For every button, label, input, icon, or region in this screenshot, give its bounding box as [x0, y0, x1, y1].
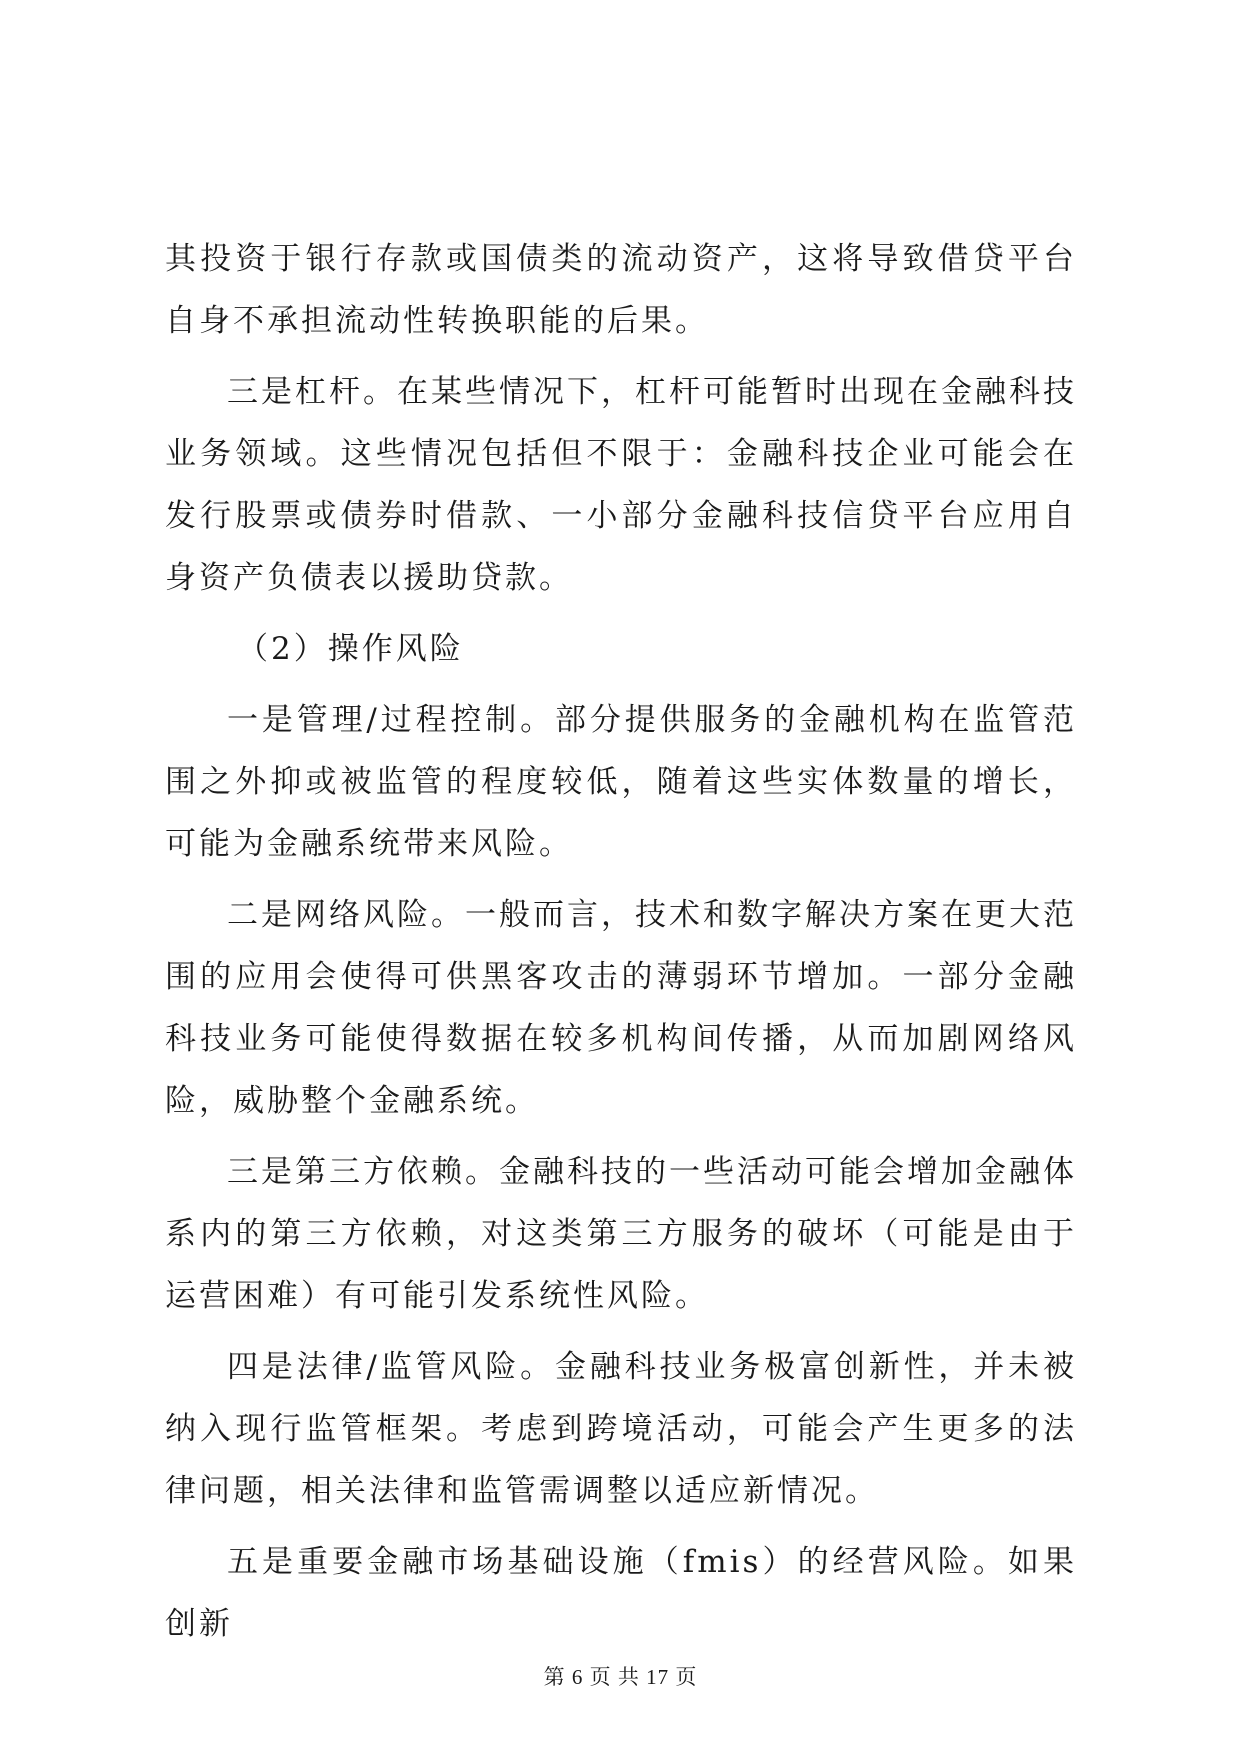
paragraph-legal-regulatory-risk: 四是法律/监管风险。金融科技业务极富创新性，并未被纳入现行监管框架。考虑到跨境活动，可能会产生更多的法律问题，相关法律和监管需调整以适应新情况。	[165, 1349, 1077, 1509]
paragraph-third-party-dependence: 三是第三方依赖。金融科技的一些活动可能会增加金融体系内的第三方依赖，对这类第三方服务的破坏（可能是由于运营困难）有可能引发系统性风险。	[165, 1154, 1077, 1314]
page-number-footer: 第 6 页 共 17 页	[543, 1665, 698, 1689]
paragraph-cyber-risk: 二是网络风险。一般而言，技术和数字解决方案在更大范围的应用会使得可供黑客攻击的薄弱环节增加。一部分金融科技业务可能使得数据在较多机构间传播，从而加剧网络风险，威胁整个金融系统。	[165, 897, 1077, 1119]
paragraph-liquidity-continuation: 其投资于银行存款或国债类的流动资产，这将导致借贷平台自身不承担流动性转换职能的后果。	[165, 241, 1077, 339]
section-heading-operational-risk: （2）操作风险	[237, 631, 464, 667]
paragraph-management-control: 一是管理/过程控制。部分提供服务的金融机构在监管范围之外抑或被监管的程度较低，随着这些实体数量的增长，可能为金融系统带来风险。	[165, 702, 1077, 862]
body-text	[165, 228, 1077, 1664]
paragraph-fmis-risk: 五是重要金融市场基础设施（fmis）的经营风险。如果创新	[165, 1544, 1077, 1642]
paragraph-leverage: 三是杠杆。在某些情况下，杠杆可能暂时出现在金融科技业务领域。这些情况包括但不限于：金融科技企业可能会在发行股票或债券时借款、一小部分金融科技信贷平台应用自身资产负债表以援助贷款。	[165, 374, 1077, 596]
